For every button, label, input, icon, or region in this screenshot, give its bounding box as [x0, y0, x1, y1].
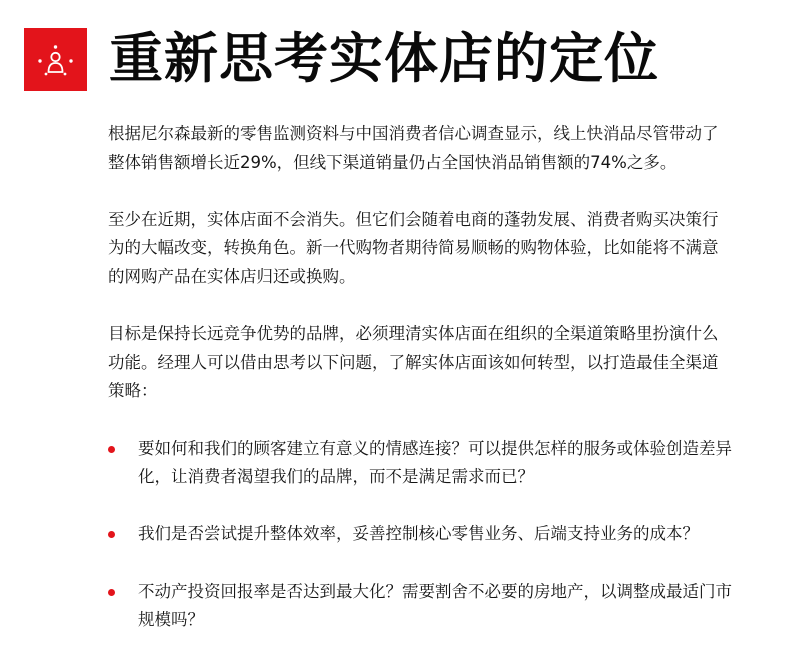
paragraph-line: 为的大幅改变，转换角色。新一代购物者期待简易顺畅的购物体验，比如能将不满意 [108, 238, 719, 258]
paragraph-line: 根据尼尔森最新的零售监测资料与中国消费者信心调查显示，线上快消品尽管带动了 [108, 124, 719, 143]
question-list [108, 435, 768, 635]
bullet-dot-icon [108, 446, 115, 453]
bullet-line: 要如何和我们的顾客建立有意义的情感连接？可以提供怎样的服务或体验创造差异 [138, 438, 732, 458]
question-list-item [108, 435, 768, 492]
bullet-dot-icon [108, 589, 115, 596]
body-paragraph [108, 120, 768, 177]
body-paragraph [108, 320, 768, 406]
paragraph-line: 目标是保持长远竞争优势的品牌，必须理清实体店面在组织的全渠道策略里扮演什么 [108, 324, 719, 344]
page-header [24, 26, 659, 92]
paragraph-line: 至少在近期，实体店面不会消失。但它们会随着电商的蓬勃发展、消费者购买决策行 [108, 209, 719, 229]
article-body [108, 120, 768, 635]
bullet-line: 我们是否尝试提升整体效率，妥善控制核心零售业务、后端支持业务的成本？ [138, 524, 699, 544]
question-list-item [108, 520, 768, 549]
page-title: 重新思考实体店的定位 [109, 27, 659, 90]
paragraph-line: 功能。经理人可以借由思考以下问题，了解实体店面该如何转型，以打造最佳全渠道 [108, 352, 719, 372]
bullet-line: 不动产投资回报率是否达到最大化？需要割舍不必要的房地产，以调整成最适门市 [138, 581, 732, 601]
bullet-line: 规模吗？ [138, 610, 204, 630]
body-paragraph [108, 206, 768, 292]
paragraph-line: 整体销售额增长近29%，但线下渠道销量仍占全国快消品销售额的74%之多。 [108, 152, 677, 172]
paragraph-group [108, 120, 768, 406]
brand-logo-icon [24, 28, 87, 91]
question-list-item [108, 578, 768, 635]
paragraph-line: 策略： [108, 381, 158, 401]
bullet-line: 化，让消费者渴望我们的品牌，而不是满足需求而已？ [138, 467, 534, 487]
bullet-dot-icon [108, 531, 115, 538]
paragraph-line: 的网购产品在实体店归还或换购。 [108, 266, 356, 286]
